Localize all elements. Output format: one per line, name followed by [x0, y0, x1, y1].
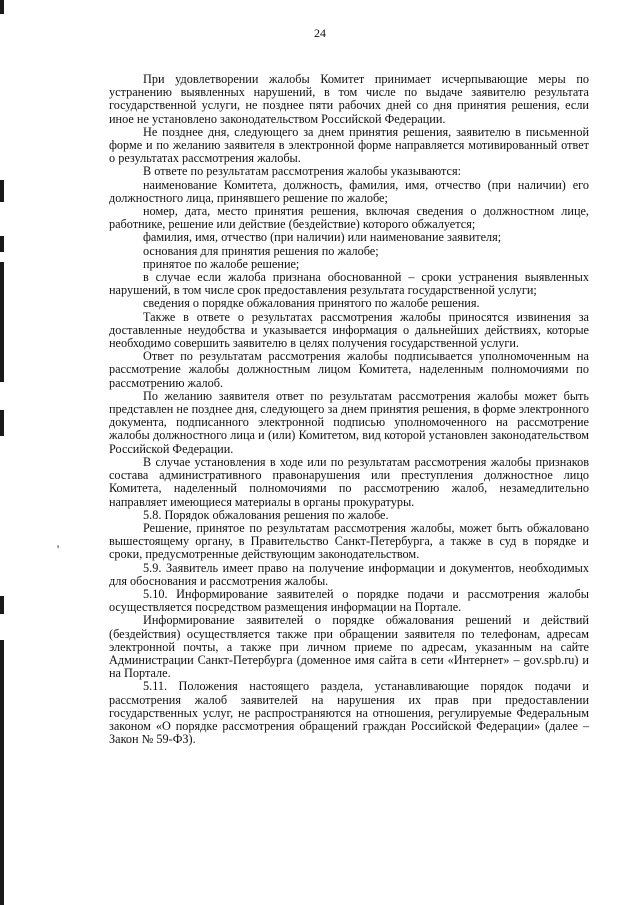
- paragraph: Ответ по результатам рассмотрения жалобы подписывается уполномоченным на рассмотрение жалобы должностным лицом Комитета, наделенным полномочиями по рассмотрению жалоб.: [109, 349, 589, 390]
- paragraph: 5.9. Заявитель имеет право на получение информации и документов, необходимых для обоснования и рассмотрения жалобы.: [109, 560, 589, 588]
- paragraph: 5.10. Информирование заявителей о порядке подачи и рассмотрения жалобы осуществляется посредством размещения информации на Портале.: [109, 586, 589, 615]
- paragraph: По желанию заявителя ответ по результатам рассмотрения жалобы может быть представлен не позднее дня, следующего за днем принятия решения, в форме электронного документа, подписанного электронной подписью уполномоченного на рассмотрение жалобы должностного лица и (или) Комитетом, вид которой установлен законодательством Российской Федерации.: [109, 388, 589, 456]
- paragraph: При удовлетворении жалобы Комитет принимает исчерпывающие меры по устранению выявленных нарушений, в том числе по выдаче заявителю результата государственной услуги, не позднее пяти рабочих дней со дня принятия решения, если иное не установлено законодательством Российской Федерации.: [109, 72, 589, 126]
- paragraph: В ответе по результатам рассмотрения жалобы указываются:: [143, 164, 462, 179]
- stray-mark: ': [57, 542, 60, 556]
- paragraph: Не позднее дня, следующего за днем принятия решения, заявителю в письменной форме и по желанию заявителя в электронной форме направляется мотивированный ответ о результатах рассмотрения жалобы.: [109, 124, 589, 166]
- scan-edge-mark: [0, 262, 4, 382]
- paragraph: сведения о порядке обжалования принятого по жалобе решения.: [143, 296, 480, 311]
- document-body: [109, 73, 589, 746]
- paragraph: основания для принятия решения по жалобе;: [143, 243, 379, 258]
- scan-edge-mark: [0, 0, 4, 14]
- paragraph: принятое по жалобе решение;: [143, 256, 300, 271]
- paragraph: номер, дата, место принятия решения, включая сведения о должностном лице, работнике, решение или действие (бездействие) которого обжалуется;: [109, 204, 589, 232]
- scan-edge-mark: [0, 180, 4, 202]
- scan-edge-mark: [0, 236, 4, 252]
- page-number: 24: [314, 26, 326, 40]
- paragraph: фамилия, имя, отчество (при наличии) или наименование заявителя;: [143, 230, 502, 245]
- paragraph: Решение, принятое по результатам рассмотрения жалобы, может быть обжаловано вышестоящему органу, в Правительство Санкт-Петербурга, а также в суд в порядке и сроки, предусмотренные действующим законодательством.: [109, 520, 589, 562]
- paragraph: 5.11. Положения настоящего раздела, устанавливающие порядок подачи и рассмотрения жалоб заявителей на нарушения их прав при предоставлении государственных услуг, не распространяются на отношения, регулируемые Федеральным законом «О порядке рассмотрения обращений граждан Российской Федерации» (далее – Закон № 59-ФЗ).: [109, 679, 589, 747]
- paragraph: Информирование заявителей о порядке обжалования решений и действий (бездействия) осуществляется также при обращении заявителя по телефонам, адресам электронной почты, а также при личном приеме по адресам, указанным на сайте Администрации Санкт-Петербурга (доменное имя сайта в сети «Интернет» – gov.spb.ru) и на Портале.: [109, 613, 589, 681]
- section-heading: 5.8. Порядок обжалования решения по жалобе.: [143, 507, 389, 522]
- paragraph: в случае если жалоба признана обоснованной – сроки устранения выявленных нарушений, в том числе срок предоставления результата государственной услуги;: [109, 270, 589, 298]
- scan-edge-mark: [0, 596, 4, 614]
- paragraph: наименование Комитета, должность, фамилия, имя, отчество (при наличии) его должностного лица, принявшего решение по жалобе;: [109, 177, 589, 205]
- scan-edge: [0, 0, 5, 905]
- paragraph: В случае установления в ходе или по результатам рассмотрения жалобы признаков состава административного правонарушения или преступления должностное лицо Комитета, наделенный полномочиями по рассмотрению жалоб, незамедлительно направляет имеющиеся материалы в органы прокуратуры.: [109, 454, 589, 509]
- scan-edge-mark: [0, 640, 4, 905]
- paragraph: Также в ответе о результатах рассмотрения жалобы приносятся извинения за доставленные неудобства и указывается информация о дальнейших действиях, которые необходимо совершить заявителю в целях получения государственной услуги.: [109, 309, 589, 351]
- scan-edge-mark: [0, 410, 4, 436]
